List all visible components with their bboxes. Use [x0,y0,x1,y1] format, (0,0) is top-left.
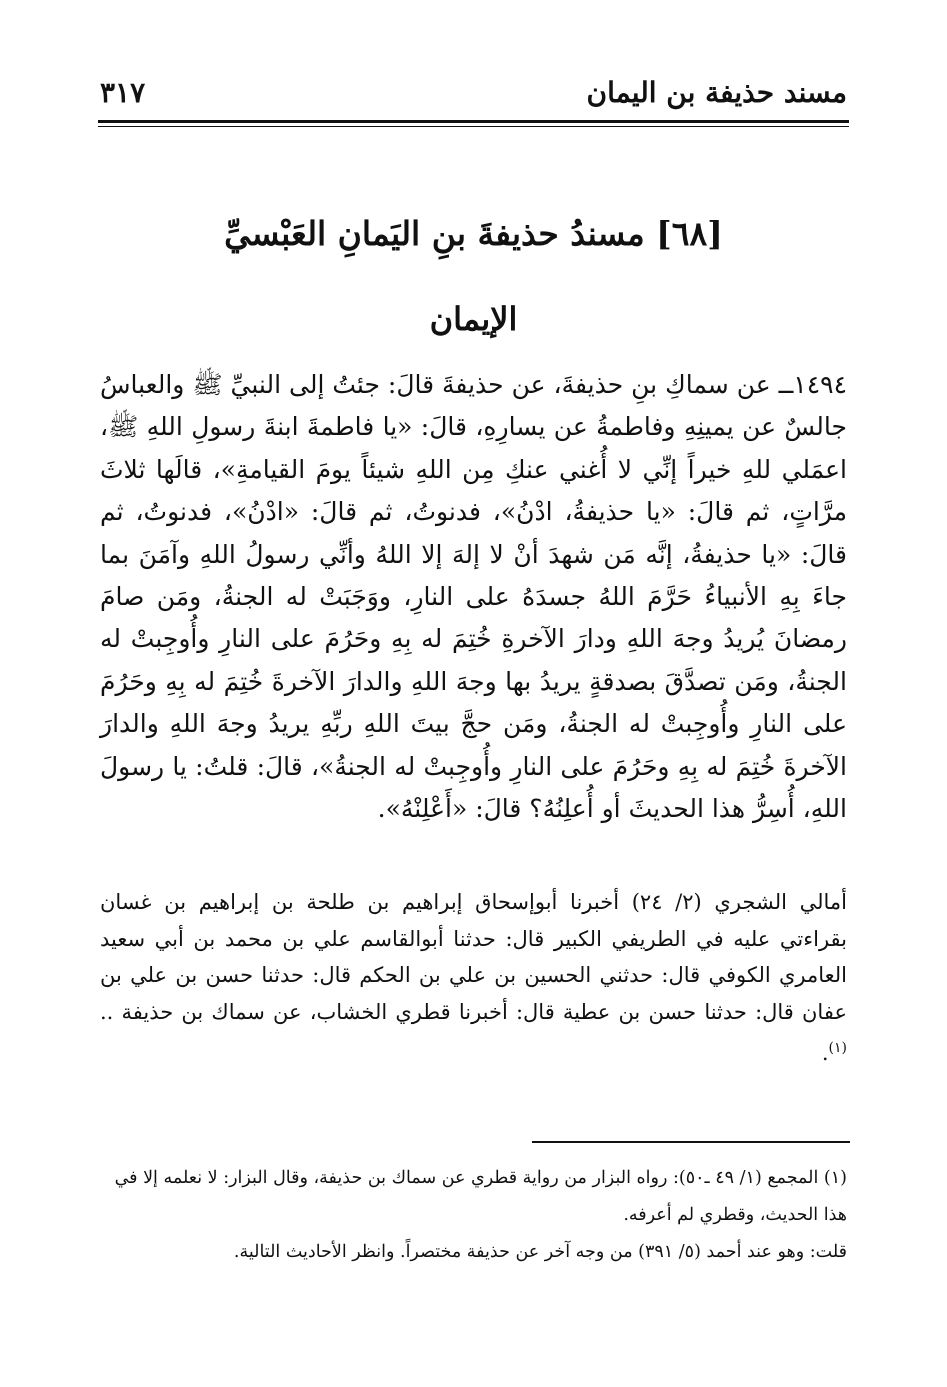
running-head-title: مسند حذيفة بن اليمان [586,76,847,109]
footnote-comment: قلت: وهو عند أحمد (٥/ ٣٩١) من وجه آخر عن حذيفة مختصراً. وانظر الأحاديث التالية. [233,1242,847,1262]
header-rule-thick [98,120,849,123]
footnote-separator [532,1141,850,1143]
page-number: ٣١٧ [100,76,146,109]
footnote-1: (١) المجمع (١/ ٤٩ ـ٥٠): رواه البزار من رواية قطري عن سماك بن حذيفة، وقال البزار: لا نعلمه إلا في هذا الحديث، وقطري لم أعرفه. [114,1168,847,1225]
section-title: الإيمان [429,300,518,338]
footnote-marker: (١) [828,1040,847,1057]
isnad-paragraph: أمالي الشجري (٢/ ٢٤) أخبرنا أبوإسحاق إبراهيم بن طلحة بن إبراهيم بن غسان بقراءتي عليه في الطريفي الكبير قال: حدثنا أبوالقاسم علي بن محمد بن أبي سعيد العامري الكوفي قال: حدثني الحسين بن علي بن الحكم قال: حدثنا حسن بن علي بن عفان قال: حدثنا حسن بن عطية قال: أخبرنا قطري الخشاب، عن سماك بن حذيفة ..$^{(١)}$. [100,890,847,1066]
header-rule-thin [98,126,849,127]
hadith-text: ١٤٩٤ــ عن سماكِ بنِ حذيفةَ، عن حذيفةَ قالَ: جئتُ إلى النبيِّ ﷺ والعباسُ جالسٌ عن يمينِهِ وفاطمةُ عن يسارِهِ، قالَ: «يا فاطمةَ ابنةَ رسولِ اللهِ ﷺ، اعمَلي للهِ خيراً إنِّي لا أُغني عنكِ مِن اللهِ شيئاً يومَ القيامةِ»، قالَها ثلاثَ مرَّاتٍ، ثم قالَ: «يا حذيفةُ، ادْنُ»، فدنوتُ، ثم قالَ: «ادْنُ»، فدنوتُ، ثم قالَ: «يا حذيفةُ، إنَّه مَن شهدَ أنْ لا إلهَ إلا اللهُ وأنِّي رسولُ اللهِ وآمَنَ بما جاءَ بِهِ الأنبياءُ حَرَّمَ اللهُ جسدَهُ على النارِ، ووَجَبَتْ له الجنةُ، ومَن صامَ رمضانَ يُريدُ وجهَ اللهِ ودارَ الآخرةِ خُتِمَ له بِهِ وحَرُمَ على النارِ وأُوجِبتْ له الجنةُ، ومَن تصدَّقَ بصدقةٍ يريدُ بها وجهَ اللهِ والدارَ الآخرةَ خُتِمَ له بِهِ وحَرُمَ على النارِ وأُوجِبتْ له الجنةُ، ومَن حجَّ بيتَ اللهِ ربِّهِ يريدُ وجهَ اللهِ والدارَ الآخرةَ خُتِمَ له بِهِ وحَرُمَ على النارِ وأُوجِبتْ له الجنةُ»، قالَ: قلتُ: يا رسولَ اللهِ، أُسِرُّ هذا الحديثَ أو أُعلِنُهُ؟ قالَ: «أَعْلِنْهُ». [100,370,847,824]
running-head [100,76,847,120]
chapter-title: [٦٨] مسندُ حذيفةَ بنِ اليَمانِ العَبْسيِّ [224,214,723,253]
footnotes [100,1160,847,1271]
isnad-text: أمالي الشجري (٢/ ٢٤) أخبرنا أبوإسحاق إبراهيم بن طلحة بن إبراهيم بن غسان بقراءتي عليه في الطريفي الكبير قال: حدثنا أبوالقاسم علي بن محمد بن أبي سعيد العامري الكوفي قال: حدثني الحسين بن علي بن الحكم قال: حدثنا حسن بن علي بن عفان قال: حدثنا حسن بن عطية قال: أخبرنا قطري الخشاب، عن سماك بن حذيفة .. [100,890,847,1024]
